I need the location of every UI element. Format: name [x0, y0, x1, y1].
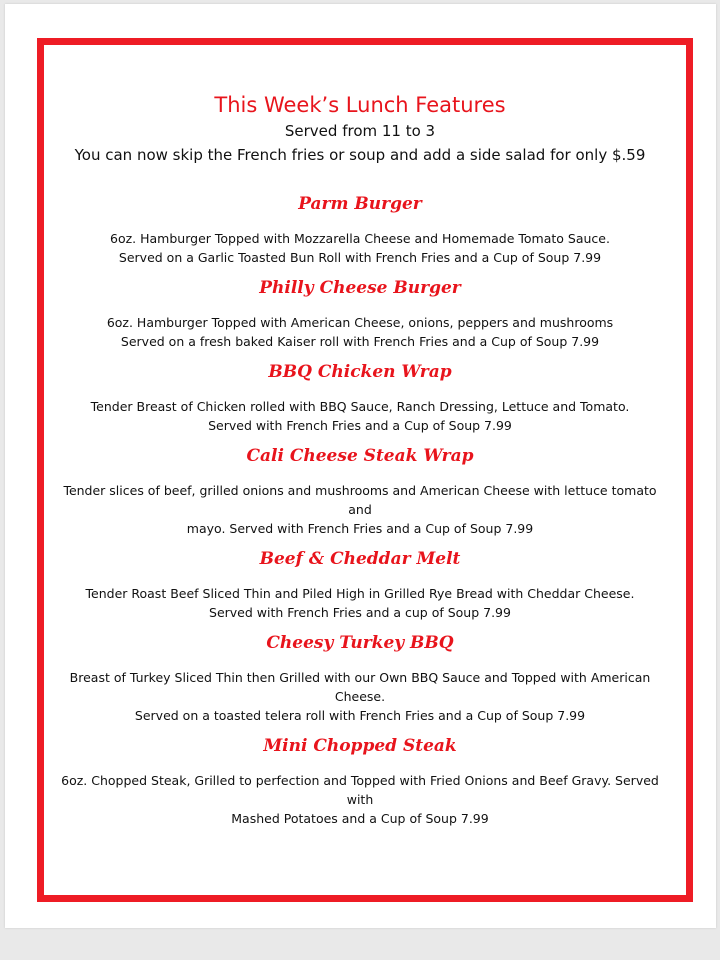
- item-description: 6oz. Hamburger Topped with Mozzarella Cheese and Homemade Tomato Sauce. Served on a Garlic Toasted Bun Roll with French Fries and a Cup of Soup 7.99: [110, 231, 610, 265]
- item-name: Philly Cheese Burger: [259, 278, 461, 298]
- item-description: 6oz. Hamburger Topped with American Cheese, onions, peppers and mushrooms Served on a fresh baked Kaiser roll with French Fries and a Cup of Soup 7.99: [106, 315, 614, 349]
- item-name: BBQ Chicken Wrap: [268, 362, 452, 382]
- item-name: Cheesy Turkey BBQ: [266, 633, 454, 653]
- menu-item: [0, 735, 720, 828]
- menu-item: [0, 548, 720, 622]
- item-name: Cali Cheese Steak Wrap: [246, 446, 474, 466]
- item-description: Tender Breast of Chicken rolled with BBQ Sauce, Ranch Dressing, Lettuce and Tomato. Served with French Fries and a Cup of Soup 7.99: [90, 399, 630, 433]
- item-description: Tender Roast Beef Sliced Thin and Piled High in Grilled Rye Bread with Cheddar Cheese. Served with French Fries and a cup of Soup 7.99: [85, 586, 635, 620]
- serving-hours: Served from 11 to 3: [284, 122, 436, 140]
- menu-content: [0, 91, 720, 838]
- menu-item: [0, 277, 720, 351]
- item-description: Breast of Turkey Sliced Thin then Grilled with our Own BBQ Sauce and Topped with American Cheese. Served on a toasted telera roll with French Fries and a Cup of Soup 7.99: [69, 670, 651, 723]
- menu-item: [0, 361, 720, 435]
- item-name: Parm Burger: [298, 194, 422, 214]
- item-name: Beef & Cheddar Melt: [259, 549, 461, 569]
- page-title: This Week’s Lunch Features: [214, 93, 506, 117]
- menu-items: [0, 193, 720, 828]
- menu-item: [0, 445, 720, 538]
- item-name: Mini Chopped Steak: [263, 736, 457, 756]
- menu-item: [0, 632, 720, 725]
- item-description: Tender slices of beef, grilled onions and mushrooms and American Cheese with lettuce tomato and mayo. Served with French Fries and a Cup of Soup 7.99: [63, 483, 657, 536]
- side-salad-note: You can now skip the French fries or soup and add a side salad for only $.59: [74, 146, 646, 164]
- item-description: 6oz. Chopped Steak, Grilled to perfection and Topped with Fried Onions and Beef Gravy. Served with Mashed Potatoes and a Cup of Soup 7.99: [61, 773, 659, 826]
- menu-item: [0, 193, 720, 267]
